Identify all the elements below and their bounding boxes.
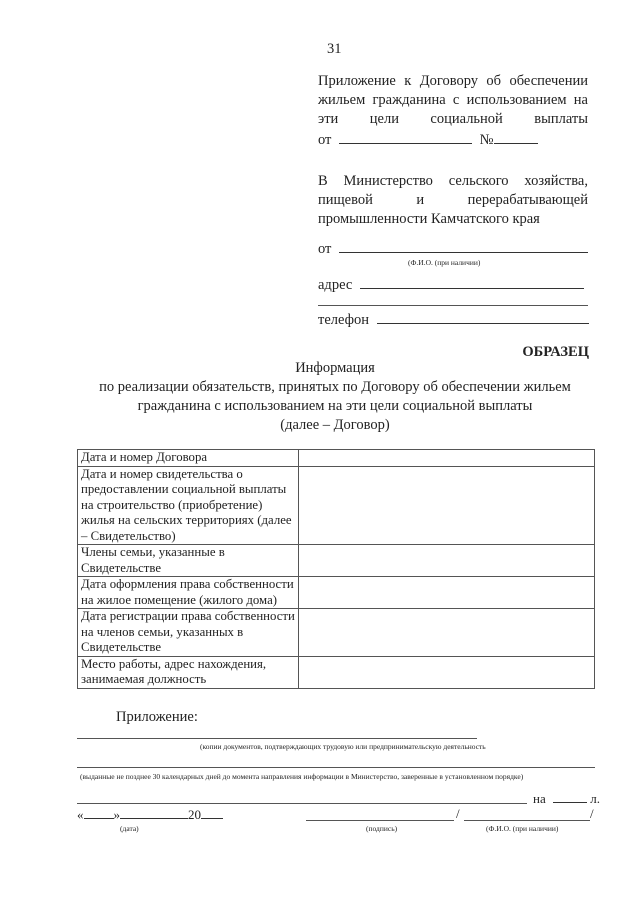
row-label: Место работы, адрес нахождения, занимаемая должность [78, 656, 299, 688]
table-row [78, 656, 595, 688]
slash-2: / [590, 806, 594, 821]
year-field[interactable] [201, 806, 223, 819]
addressee-block [318, 172, 588, 229]
quote-open: « [77, 807, 84, 822]
sender-address-row [318, 274, 584, 295]
row-label: Члены семьи, указанные в Свидетельстве [78, 545, 299, 577]
quote-close: » [113, 807, 120, 822]
month-field[interactable] [120, 806, 188, 819]
sender-phone-row [318, 309, 589, 330]
row-value[interactable] [299, 466, 595, 545]
addressee-line-3: промышленности Камчатского края [318, 211, 540, 227]
table-row [78, 450, 595, 467]
attachment-line-2[interactable] [77, 767, 595, 768]
addressee-line-2: пищевой и перерабатывающей [318, 192, 588, 208]
sender-address-label: адрес [318, 277, 353, 293]
appendix-from-label: от [318, 132, 332, 148]
sender-address-line-2[interactable] [318, 305, 588, 306]
sender-from-label: от [318, 241, 332, 257]
year-prefix: 20 [188, 807, 201, 822]
row-label: Дата и номер свидетельства о предоставлении социальной выплаты на строительство (приобретение) жилья на сельских территориях (далее – Свидетельство) [78, 466, 299, 545]
table-row [78, 577, 595, 609]
sheets-count-field[interactable] [553, 790, 587, 803]
sheets-label: л. [590, 791, 600, 806]
appendix-line-3: эти цели социальной выплаты [318, 111, 588, 127]
sample-label: ОБРАЗЕЦ [522, 344, 589, 360]
slash-1: / [456, 806, 460, 821]
signer-fio-hint: (Ф.И.О. (при наличии) [486, 824, 559, 833]
attachment-line-3[interactable] [77, 803, 527, 804]
table-row [78, 466, 595, 545]
sheets-count-row [533, 790, 600, 807]
title-line-1: Информация [295, 360, 375, 376]
attachment-hint-2: (выданные не позднее 30 календарных дней до момента направления информации в Министерство, заверенные в установленном порядке) [80, 772, 524, 781]
info-table [77, 449, 595, 689]
day-field[interactable] [84, 806, 114, 819]
contract-number-field[interactable] [494, 129, 538, 144]
number-sign: № [479, 132, 494, 148]
table-row [78, 545, 595, 577]
sender-phone-field[interactable] [377, 309, 589, 324]
signature-field[interactable] [306, 820, 454, 821]
sender-fio-field[interactable] [339, 238, 588, 253]
sender-from-row [318, 238, 588, 259]
row-label: Дата регистрации права собственности на членов семьи, указанных в Свидетельстве [78, 609, 299, 657]
row-value[interactable] [299, 545, 595, 577]
document-title [0, 359, 640, 435]
sender-fio-hint: (Ф.И.О. (при наличии) [408, 258, 481, 267]
row-label: Дата и номер Договора [78, 450, 299, 467]
contract-date-field[interactable] [339, 129, 472, 144]
attachment-hint-1: (копии документов, подтверждающих трудовую или предпринимательскую деятельность [200, 742, 486, 751]
signer-fio-field[interactable] [464, 820, 590, 821]
title-line-2: по реализации обязательств, принятых по Договору об обеспечении жильем [99, 379, 571, 395]
row-value[interactable] [299, 656, 595, 688]
row-value[interactable] [299, 450, 595, 467]
on-label: на [533, 791, 546, 806]
date-row [77, 806, 223, 823]
row-value[interactable] [299, 609, 595, 657]
page-number: 31 [327, 41, 342, 57]
sender-address-field[interactable] [360, 274, 584, 289]
row-value[interactable] [299, 577, 595, 609]
title-line-3: гражданина с использованием на эти цели социальной выплаты [137, 398, 533, 414]
table-row [78, 609, 595, 657]
date-hint: (дата) [120, 824, 139, 833]
addressee-line-1: В Министерство сельского хозяйства, [318, 173, 588, 189]
row-label: Дата оформления права собственности на жилое помещение (жилого дома) [78, 577, 299, 609]
attachment-label: Приложение: [116, 709, 198, 725]
attachment-line-1[interactable] [77, 738, 477, 739]
appendix-from-line [318, 129, 588, 150]
title-line-4: (далее – Договор) [280, 417, 390, 433]
appendix-header [318, 72, 588, 150]
appendix-line-2: жильем гражданина с использованием на [318, 92, 588, 108]
appendix-line-1: Приложение к Договору об обеспечении [318, 73, 588, 89]
sign-hint: (подпись) [366, 824, 398, 833]
sender-phone-label: телефон [318, 312, 370, 328]
